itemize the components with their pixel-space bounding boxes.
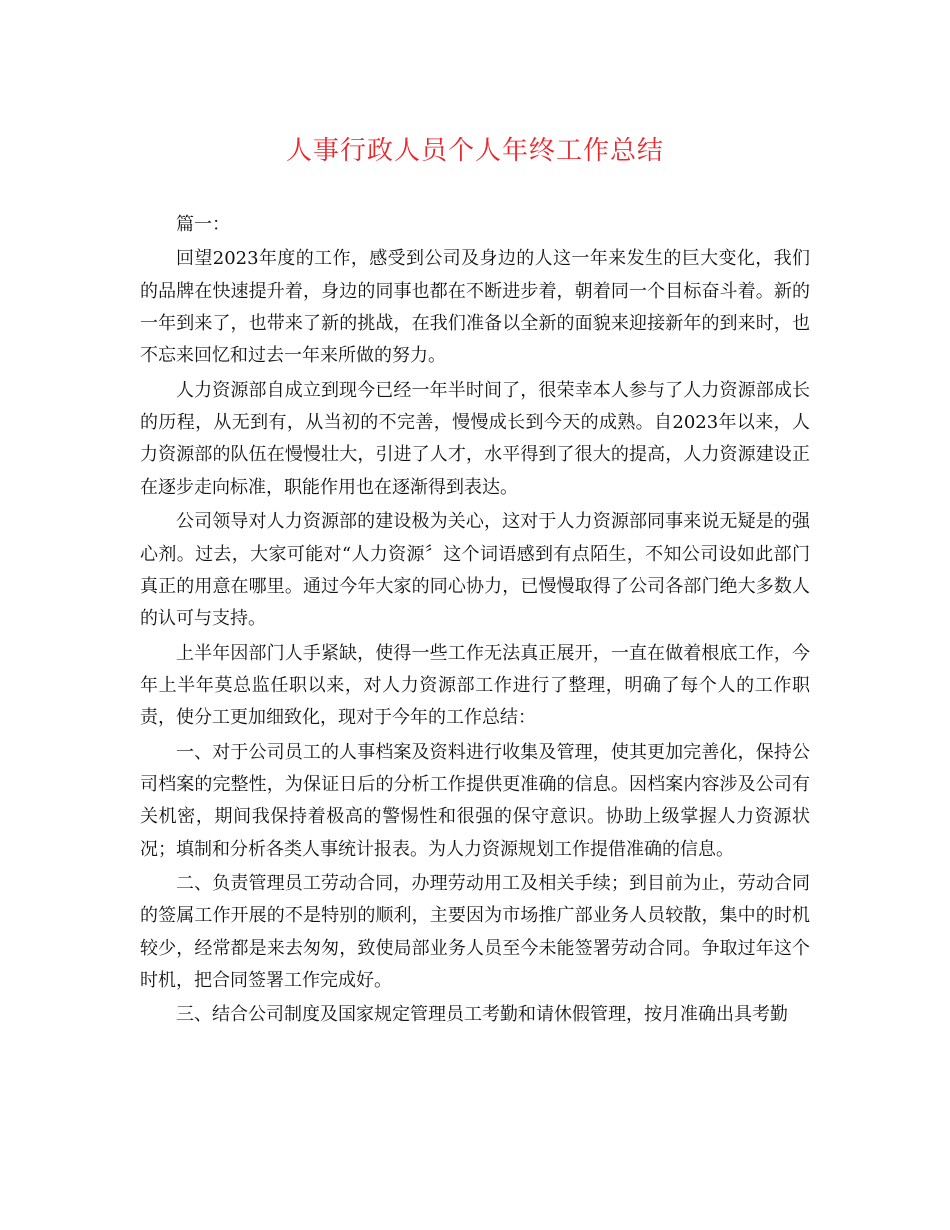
paragraph-3: 公司领导对人力资源部的建设极为关心，这对于人力资源部同事来说无疑是的强心剂。过去，大家可能对“人力资源〞这个词语感到有点陌生，不知公司设如此部门真正的用意在哪里。通过今年大家的同心协力，已慢慢取得了公司各部门绝大多数人的认可与支持。 — [140, 511, 810, 630]
document-title: 人事行政人员个人年终工作总结 — [285, 136, 664, 166]
paragraph-1: 回望2023年度的工作，感受到公司及身边的人这一年来发生的巨大变化，我们的品牌在快速提升着，身边的同事也都在不断进步着，朝着同一个目标奋斗着。新的一年到来了，也带来了新的挑战，在我们准备以全新的面貌来迎接新年的到来时，也不忘来回忆和过去一年来所做的努力。 — [140, 248, 810, 367]
paragraph-4: 上半年因部门人手紧缺，使得一些工作无法真正展开，一直在做着根底工作，今年上半年莫总监任职以来，对人力资源部工作进行了整理，明确了每个人的工作职责，使分工更加细致化，现对于今年的工作总结： — [140, 642, 810, 729]
paragraph-5: 一、对于公司员工的人事档案及资料进行收集及管理，使其更加完善化，保持公司档案的完整性，为保证日后的分析工作提供更准确的信息。因档案内容涉及公司有关机密，期间我保持着极高的警惕性和很强的保守意识。协助上级掌握人力资源状况；填制和分析各类人事统计报表。为人力资源规划工作提借准确的信息。 — [140, 741, 810, 860]
section-label: 篇一： — [176, 214, 230, 235]
paragraph-6: 二、负责管理员工劳动合同，办理劳动用工及相关手续；到目前为止，劳动合同的签属工作开展的不是特别的顺利，主要因为市场推广部业务人员较散，集中的时机较少，经常都是来去匆匆，致使局部业务人员至今未能签署劳动合同。争取过年这个时机，把合同签署工作完成好。 — [140, 873, 810, 991]
document-body — [140, 209, 810, 1032]
paragraph-7: 三、结合公司制度及国家规定管理员工考勤和请休假管理，按月准确出具考勤 — [176, 1004, 788, 1026]
paragraph-2: 人力资源部自成立到现今已经一年半时间了，很荣幸本人参与了人力资源部成长的历程，从无到有，从当初的不完善，慢慢成长到今天的成熟。自2023年以来，人力资源部的队伍在慢慢壮大，引进了人才，水平得到了很大的提高，人力资源建设正在逐步走向标准，职能作用也在逐渐得到表达。 — [140, 379, 810, 498]
